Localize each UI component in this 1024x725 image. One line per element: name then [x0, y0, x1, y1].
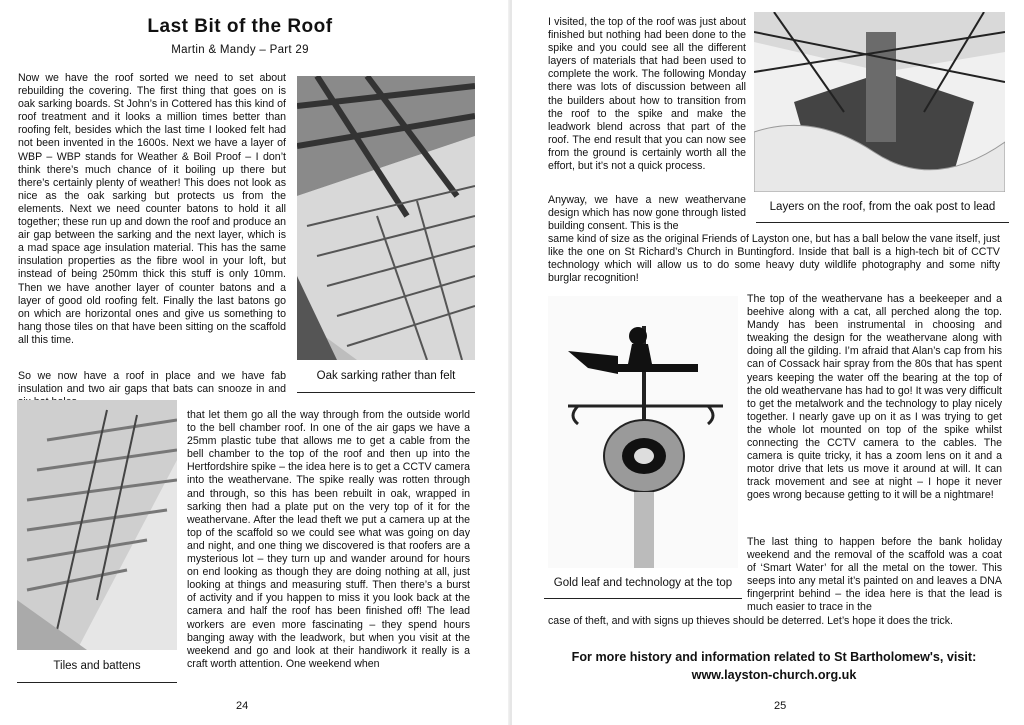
- cta-text: For more history and information related to St Bartholomew's, visit:: [571, 650, 977, 664]
- caption-rule-gold: [544, 598, 742, 599]
- oak-sarking-caption: Oak sarking rather than felt: [316, 370, 456, 382]
- left-paragraph-1: Now we have the roof sorted we need to set about rebuilding the covering. The first thing that goes on is oak sarking boards. St John’s in Cottered has this kind of roof treatment and it looks a million times better than roofing felt, besides which the last time I looked felt had not been invented in the 1600s. Next we have a layer of WBP – WBP stands for Weather & Boil Proof – I don’t think there’s much chance of it boiling up there but there’s certainly plenty of weather! This does not look as nice as the oak sarking but protects us from the elements. Next we need counter batons to hold it all together; these run up and down the roof and produce an air gap between the sarking and the next layer, which is a mad space age insulation material. This has the same insulation properties as the fibre wool in your loft, but instead of being 250mm thick this stuff is only 10mm. Then we have another layer of counter batons and a layer of good old roofing felt. Finally the last batons go on which are horizontal ones and give us something to hang those tiles on that have been sitting on the scaffold all this time.: [18, 72, 286, 346]
- left-paragraph-2-lead: So we now have a roof in place and we have fab insulation and two air gaps that bats can snooze in and: [18, 370, 286, 396]
- left-paragraph-2-rest: that let them go all the way through from the outside world to the bell chamber roof. In one of the air gaps we have a 25mm plastic tube that allows me to get a cable from the bell chamber to the top of the roof and then up into the Hertfordshire spike – the idea here is to get a CCTV camera into the weathervane. The spike really was rotten through and through, so this has been rebuilt in oak, wrapped in sarking then had a plate put on the very top of it for the weathervane. After the lead theft we put a camera up at the top of the scaffold so we could see what was going on day and night, and one thing we discovered is that roofers are a mysterious lot – they turn up and wander around for hours on end looking as though they are doing nothing at all, just looking at things and measuring stuff. Then there’s a burst of activity and if you happen to miss it you look back at the camera and half the roof has been finished off! The lead workers are even more fascinating – they spend hours banging away with the leadwork, but when you visit at the weekend and go and look at their handiwork it really is a craft worth attention. One weekend when: [187, 409, 470, 670]
- right-paragraph-2-lead: Anyway, we have a new weathervane design which has now gone through listed building consent. This is the: [548, 194, 746, 233]
- website-link[interactable]: www.layston-church.org.uk: [691, 668, 857, 682]
- weathervane-photo: [548, 296, 738, 568]
- right-page: [512, 0, 1024, 725]
- page-number-left: 24: [236, 700, 249, 712]
- right-paragraph-1: I visited, the top of the roof was just about finished but nothing had been done to the spike and you could see all the different layers of materials that had been used to complete the work. The following Monday there was lots of discussion between all the builders about how to transition from the roof to the spike and make the leadwork blend across that part of the roof. The end result that you can now see from the ground is certainly worth all the effort, but it’s not a quick process.: [548, 16, 746, 173]
- right-paragraph-4-lead: The last thing to happen before the bank holiday weekend and the removal of the scaffold was a coat of ‘Smart Water’ for all the metal on the tower. This seeps into any metal it’s painted on and leaves a DNA fingerprint behind – the idea here is that the lead is much easier to trace in the: [747, 536, 1002, 614]
- tiles-battens-photo: [17, 400, 177, 650]
- article-title: Last Bit of the Roof: [147, 16, 333, 37]
- oak-sarking-photo: [297, 76, 475, 360]
- roof-layers-caption: Layers on the roof, from the oak post to lead: [769, 201, 996, 213]
- page-number-right: 25: [774, 700, 787, 712]
- tiles-battens-caption: Tiles and battens: [53, 660, 141, 672]
- right-paragraph-2-rest: same kind of size as the original Friends of Layston one, but has a ball below the vane itself, just like the one on St Richard’s Church in Buntingford. Inside that ball is a high-tech bit of CCTV technology which will allow us to do some heavy duty wildlife photography and some nifty burglar recognition!: [548, 233, 1000, 285]
- caption-rule-layers: [756, 222, 1009, 223]
- article-subtitle: Martin & Mandy – Part 29: [171, 44, 309, 56]
- roof-layers-photo: [754, 12, 1005, 192]
- right-paragraph-3: The top of the weathervane has a beekeeper and a beehive along with a cat, all perched along the top. Mandy has been instrumental in choosing and tweaking the design for the weathervane along with doing all the gilding. I’m afraid that Alan’s cap from his can of Cossack hair spray from the 80s that has spent years keeping the water off the bearing at the top of the old weathervane has had to go! It was very difficult to get the metalwork and the technology to play nicely together. I nearly gave up on it as I was trying to get the whole lot mounted on top of the spike whilst connecting the CCTV camera to the cables. The camera is quite tricky, it has a zoom lens on it and a motor drive that lets us move it around at will. It can track movement and see at night – I hope it never goes wrong because getting to it will be a nightmare!: [747, 293, 1002, 502]
- weathervane-caption: Gold leaf and technology at the top: [553, 577, 733, 589]
- caption-rule: [297, 392, 475, 393]
- left-page: [0, 0, 510, 725]
- right-paragraph-4-rest: case of theft, and with signs up thieves should be deterred. Let’s hope it does the trick.: [548, 615, 953, 627]
- caption-rule-tiles: [17, 682, 177, 683]
